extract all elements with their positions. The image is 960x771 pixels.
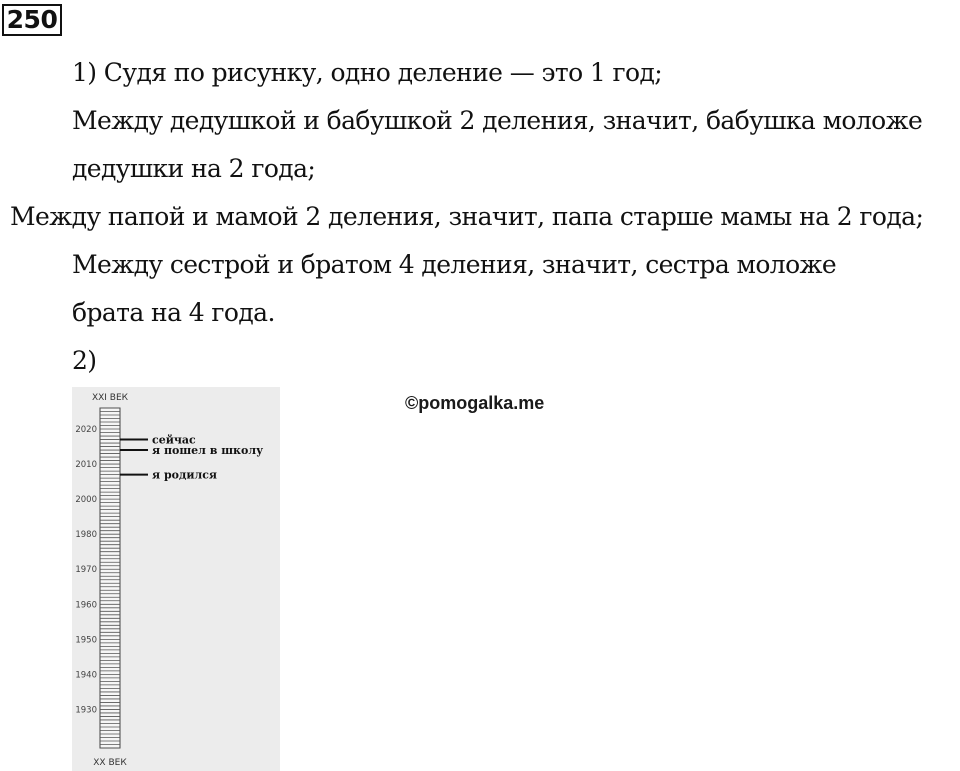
watermark: ©pomogalka.me — [405, 393, 545, 413]
solution-line-4: Между папой и мамой 2 деления, значит, папа старше мамы на 2 года; — [10, 202, 924, 231]
solution-line-1: 1) Судя по рисунку, одно деление — это 1 год; — [72, 58, 663, 87]
marker-label: я родился — [152, 468, 218, 482]
year-tick-label: 1970 — [75, 565, 97, 576]
year-tick-label: 1930 — [75, 705, 97, 716]
timeline-bar — [100, 408, 120, 748]
year-tick-label: 2020 — [75, 425, 97, 436]
solution-line-5: Между сестрой и братом 4 деления, значит, сестра моложе — [72, 250, 837, 279]
timeline-svg — [72, 387, 280, 771]
solution-line-6: брата на 4 года. — [72, 298, 275, 327]
year-tick-label: 1960 — [75, 600, 97, 611]
marker-label: я пошел в школу — [152, 444, 264, 458]
timeline-markers — [120, 434, 263, 482]
marker-label: сейчас — [152, 433, 196, 447]
year-tick-label: 1950 — [75, 635, 97, 646]
bottom-century-label: XX ВЕК — [93, 758, 127, 768]
timeline-figure — [72, 387, 280, 771]
solution-line-2: Между дедушкой и бабушкой 2 деления, значит, бабушка моложе — [72, 106, 923, 135]
year-tick-label: 1940 — [75, 670, 97, 681]
timeline-year-labels — [75, 425, 97, 715]
solution-line-3: дедушки на 2 года; — [72, 154, 316, 183]
year-tick-label: 1980 — [75, 530, 97, 541]
top-century-label: XXI ВЕК — [91, 393, 129, 403]
solution-line-7: 2) — [72, 346, 97, 375]
year-tick-label: 2000 — [75, 495, 97, 506]
task-number: 250 — [2, 4, 62, 36]
year-tick-label: 2010 — [75, 460, 97, 471]
timeline-ruler — [100, 408, 120, 748]
